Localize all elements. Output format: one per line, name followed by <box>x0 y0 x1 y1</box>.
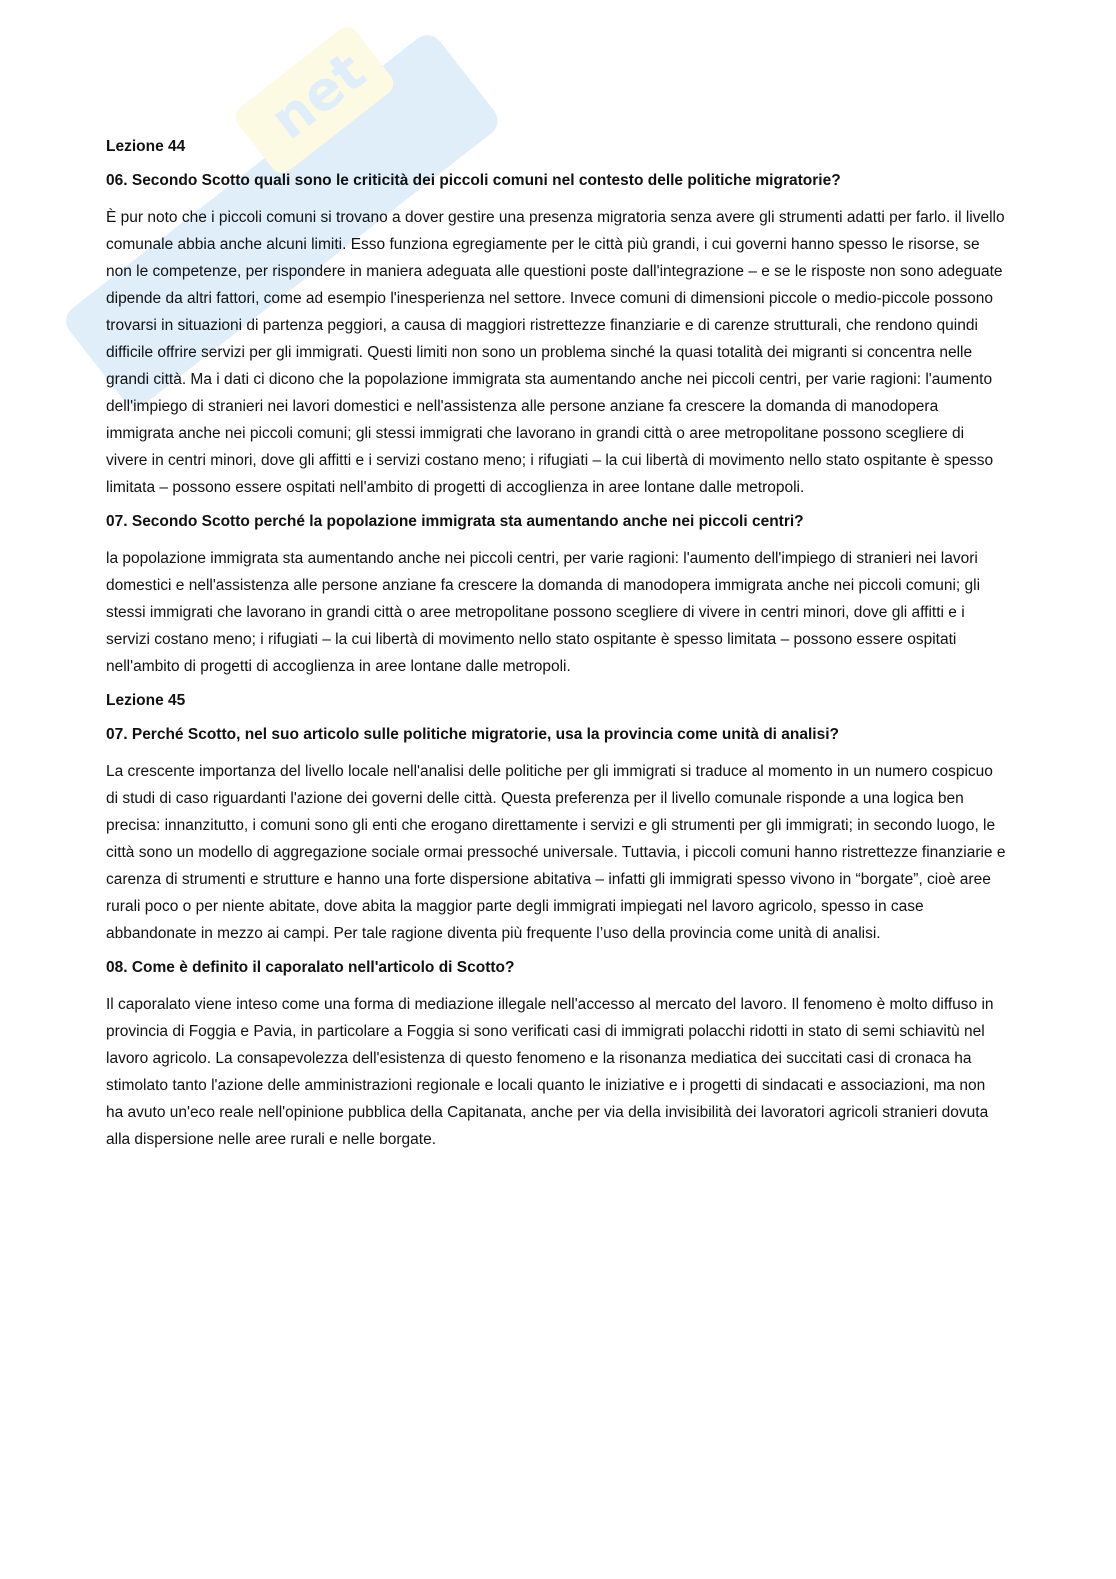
answer-paragraph: la popolazione immigrata sta aumentando anche nei piccoli centri, per varie ragioni: l'aumento dell'impiego di stranieri nei lavori domestici e nell'assistenza alle persone anziane fa crescere la domanda di manodopera immigrata anche nei piccoli comuni; gli stessi immigrati che lavorano in grandi città o aree metropolitane possono scegliere di vivere in centri minori, dove gli affitti e i servizi costano meno; i rifugiati – la cui libertà di movimento nello stato ospitante è spesso limitata – possono essere ospitati nell'ambito di progetti di accoglienza in aree lontane dalle metropoli. <box>106 550 981 675</box>
question-heading: 08. Come è definito il caporalato nell'articolo di Scotto? <box>106 959 515 976</box>
answer-paragraph: Il caporalato viene inteso come una forma di mediazione illegale nell'accesso al mercato del lavoro. Il fenomeno è molto diffuso in provincia di Foggia e Pavia, in particolare a Foggia si sono verificati casi di immigrati polacchi ridotti in stato di semi schiavitù nel lavoro agricolo. La consapevolezza dell'esistenza di questo fenomeno e la risonanza mediatica dei succitati casi di cronaca ha stimolato tanto l'azione delle amministrazioni regionale e locali quanto le iniziative e i progetti di sindacati e associazioni, ma non ha avuto un'eco reale nell'opinione pubblica della Capitanata, anche per via della invisibilità dei lavoratori agricoli stranieri dovuta alla dispersione nelle aree rurali e nelle borgate. <box>106 996 994 1148</box>
answer-paragraph: È pur noto che i piccoli comuni si trovano a dover gestire una presenza migratoria senza avere gli strumenti adatti per farlo. il livello comunale abbia anche alcuni limiti. Esso funziona egregiamente per le città più grandi, i cui governi hanno spesso le risorse, se non le competenze, per rispondere in maniera adeguata alle questioni poste dall'integrazione – e se le risposte non sono adeguate dipende da altri fattori, come ad esempio l'inesperienza nel settore. Invece comuni di dimensioni piccole o medio-piccole possono trovarsi in situazioni di partenza peggiori, a causa di maggiori ristrettezze finanziarie e di carenze strutturali, che rendono quindi difficile offrire servizi per gli immigrati. Questi limiti non sono un problema sinché la quasi totalità dei migranti si concentra nelle grandi città. Ma i dati ci dicono che la popolazione immigrata sta aumentando anche nei piccoli centri, per varie ragioni: l'aumento dell'impiego di stranieri nei lavori domestici e nell'assistenza alle persone anziane fa crescere la domanda di manodopera immigrata anche nei piccoli comuni; gli stessi immigrati che lavorano in grandi città o aree metropolitane possono scegliere di vivere in centri minori, dove gli affitti e i servizi costano meno; i rifugiati – la cui libertà di movimento nello stato ospitante è spesso limitata – possono essere ospitati nell'ambito di progetti di accoglienza in aree lontane dalle metropoli. <box>106 209 1005 496</box>
question-heading: 07. Secondo Scotto perché la popolazione immigrata sta aumentando anche nei piccoli centri? <box>106 513 804 530</box>
question-heading: 06. Secondo Scotto quali sono le criticità dei piccoli comuni nel contesto delle politiche migratorie? <box>106 172 841 189</box>
lesson-heading: Lezione 44 <box>106 138 186 155</box>
document-content <box>106 128 1006 1163</box>
question-heading: 07. Perché Scotto, nel suo articolo sulle politiche migratorie, usa la provincia come unità di analisi? <box>106 726 840 743</box>
lesson-heading: Lezione 45 <box>106 692 186 709</box>
answer-paragraph: La crescente importanza del livello locale nell'analisi delle politiche per gli immigrati si traduce al momento in un numero cospicuo di studi di caso riguardanti l'azione dei governi delle città. Questa preferenza per il livello comunale risponde a una logica ben precisa: innanzitutto, i comuni sono gli enti che erogano direttamente i servizi e gli strumenti per gli immigrati; in secondo luogo, le città sono un modello di aggregazione sociale ormai pressoché universale. Tuttavia, i piccoli comuni hanno ristrettezze finanziarie e carenza di strumenti e strutture e hanno una forte dispersione abitativa – infatti gli immigrati spesso vivono in “borgate”, cioè aree rurali poco o per niente abitate, dove abita la maggior parte degli immigrati impiegati nel lavoro agricolo, spesso in case abbandonate in mezzo ai campi. Per tale ragione diventa più frequente l’uso della provincia come unità di analisi. <box>106 763 1006 942</box>
watermark-label: net <box>258 39 377 152</box>
